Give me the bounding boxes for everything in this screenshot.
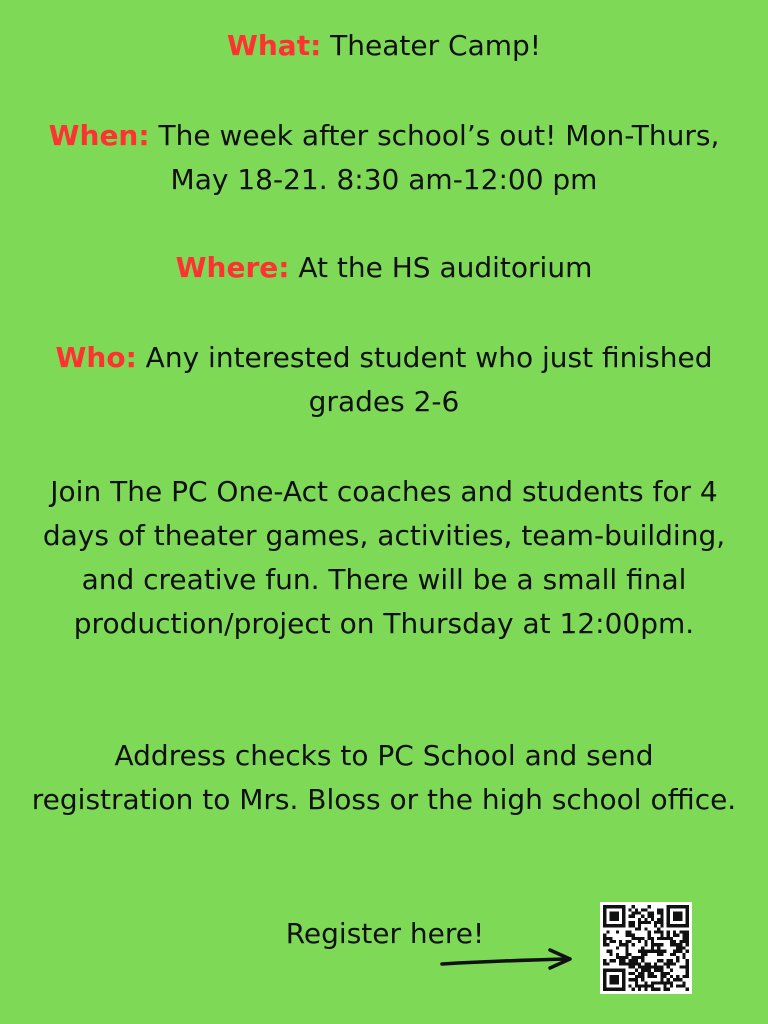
who-section (30, 336, 738, 424)
qr-code-graphic (600, 902, 692, 994)
qr-code-icon[interactable] (600, 902, 692, 994)
what-text: Theater Camp! (321, 29, 542, 62)
where-section (30, 246, 738, 290)
who-label: Who: (55, 341, 137, 374)
where-text: At the HS auditorium (289, 251, 593, 284)
address-paragraph: Address checks to PC School and send registration to Mrs. Bloss or the high school office. (31, 739, 737, 816)
who-text: Any interested student who just finished grades 2-6 (136, 341, 713, 418)
when-text: The week after school’s out! Mon-Thurs, May 18-21. 8:30 am-12:00 pm (149, 119, 720, 196)
where-label: Where: (175, 251, 290, 284)
when-section (30, 114, 738, 202)
arrow-right-icon (436, 944, 576, 974)
what-label: What: (226, 29, 322, 62)
when-label: When: (48, 119, 150, 152)
join-paragraph: Join The PC One-Act coaches and students for 4 days of theater games, activities, team-building, and creative fun. There will be a small final production/project on Thursday at 12:00pm. (42, 475, 726, 640)
what-section (30, 24, 738, 68)
register-text: Register here! (285, 917, 485, 950)
